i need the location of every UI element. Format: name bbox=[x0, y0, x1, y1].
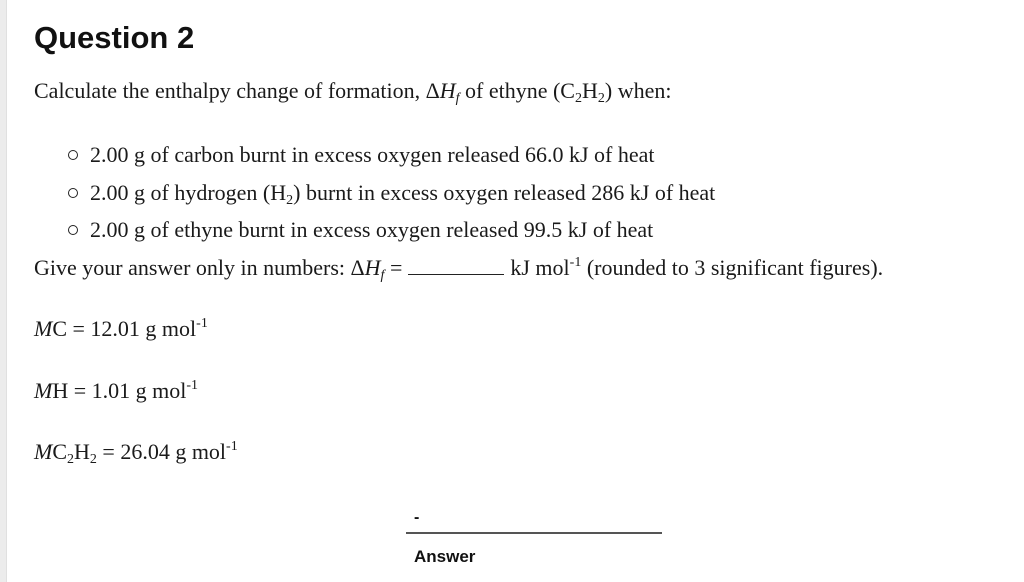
intro-text-h: H bbox=[581, 78, 598, 103]
subscript: 2 bbox=[89, 452, 97, 467]
instruction-text: Give your answer only in numbers: bbox=[34, 255, 351, 280]
question-intro bbox=[34, 78, 672, 106]
page-left-border bbox=[0, 0, 7, 582]
intro-text: Calculate the enthalpy change of formation, bbox=[34, 78, 426, 103]
superscript: -1 bbox=[186, 378, 199, 393]
molar-mass-ethyne bbox=[34, 439, 238, 467]
fill-in-blank bbox=[408, 256, 504, 275]
subscript: 2 bbox=[67, 452, 75, 467]
list-item bbox=[68, 217, 715, 255]
molar-mass-symbol: M bbox=[34, 439, 53, 464]
reaction-data-list bbox=[68, 142, 715, 255]
subscript: 2 bbox=[597, 91, 605, 106]
list-item-text: 2.00 g of ethyne burnt in excess oxygen released 99.5 kJ of heat bbox=[90, 217, 654, 242]
enthalpy-symbol: H bbox=[364, 255, 381, 280]
delta-symbol: Δ bbox=[425, 78, 440, 103]
superscript: -1 bbox=[569, 255, 582, 270]
formation-subscript: f bbox=[380, 268, 385, 283]
enthalpy-symbol: H bbox=[439, 78, 456, 103]
question-title: Question 2 bbox=[34, 20, 195, 55]
list-item bbox=[68, 142, 715, 180]
bullet-circle-icon bbox=[68, 150, 78, 160]
superscript: -1 bbox=[196, 316, 208, 331]
answer-instruction bbox=[34, 255, 884, 283]
formula: H bbox=[74, 439, 90, 464]
molar-mass-hydrogen bbox=[34, 380, 198, 402]
bullet-circle-icon bbox=[68, 225, 78, 235]
answer-input[interactable] bbox=[406, 500, 662, 534]
molar-mass-symbol: M bbox=[34, 316, 53, 341]
subscript: 2 bbox=[286, 192, 294, 208]
list-item-text: ) burnt in excess oxygen released 286 kJ of heat bbox=[293, 179, 716, 205]
formation-subscript: f bbox=[455, 91, 460, 106]
equals-sign: = bbox=[384, 255, 403, 280]
bullet-circle-icon bbox=[68, 188, 78, 198]
formula: H bbox=[52, 378, 69, 403]
instruction-text-end: (rounded to 3 significant figures). bbox=[581, 255, 884, 280]
subscript: 2 bbox=[574, 91, 582, 106]
list-item-text: 2.00 g of carbon burnt in excess oxygen released 66.0 kJ of heat bbox=[90, 142, 655, 167]
superscript: -1 bbox=[226, 439, 238, 454]
molar-mass-value: = 26.04 g mol bbox=[96, 439, 227, 464]
unit-text: kJ mol bbox=[510, 255, 570, 280]
answer-field-container bbox=[406, 500, 662, 538]
list-item-text: 2.00 g of hydrogen (H bbox=[90, 179, 287, 205]
list-item bbox=[68, 180, 715, 218]
formula: C bbox=[52, 439, 68, 464]
delta-symbol: Δ bbox=[350, 255, 365, 280]
molar-mass-symbol: M bbox=[34, 378, 53, 403]
answer-label: Answer bbox=[414, 547, 476, 566]
molar-mass-carbon bbox=[34, 318, 208, 340]
answer-current-value: - bbox=[414, 509, 420, 526]
molar-mass-value: = 12.01 g mol bbox=[67, 316, 197, 341]
intro-text-end: ) when: bbox=[604, 78, 672, 103]
intro-text-mid: of ethyne (C bbox=[459, 78, 575, 103]
molar-mass-value: = 1.01 g mol bbox=[68, 378, 187, 403]
formula: C bbox=[52, 316, 68, 341]
